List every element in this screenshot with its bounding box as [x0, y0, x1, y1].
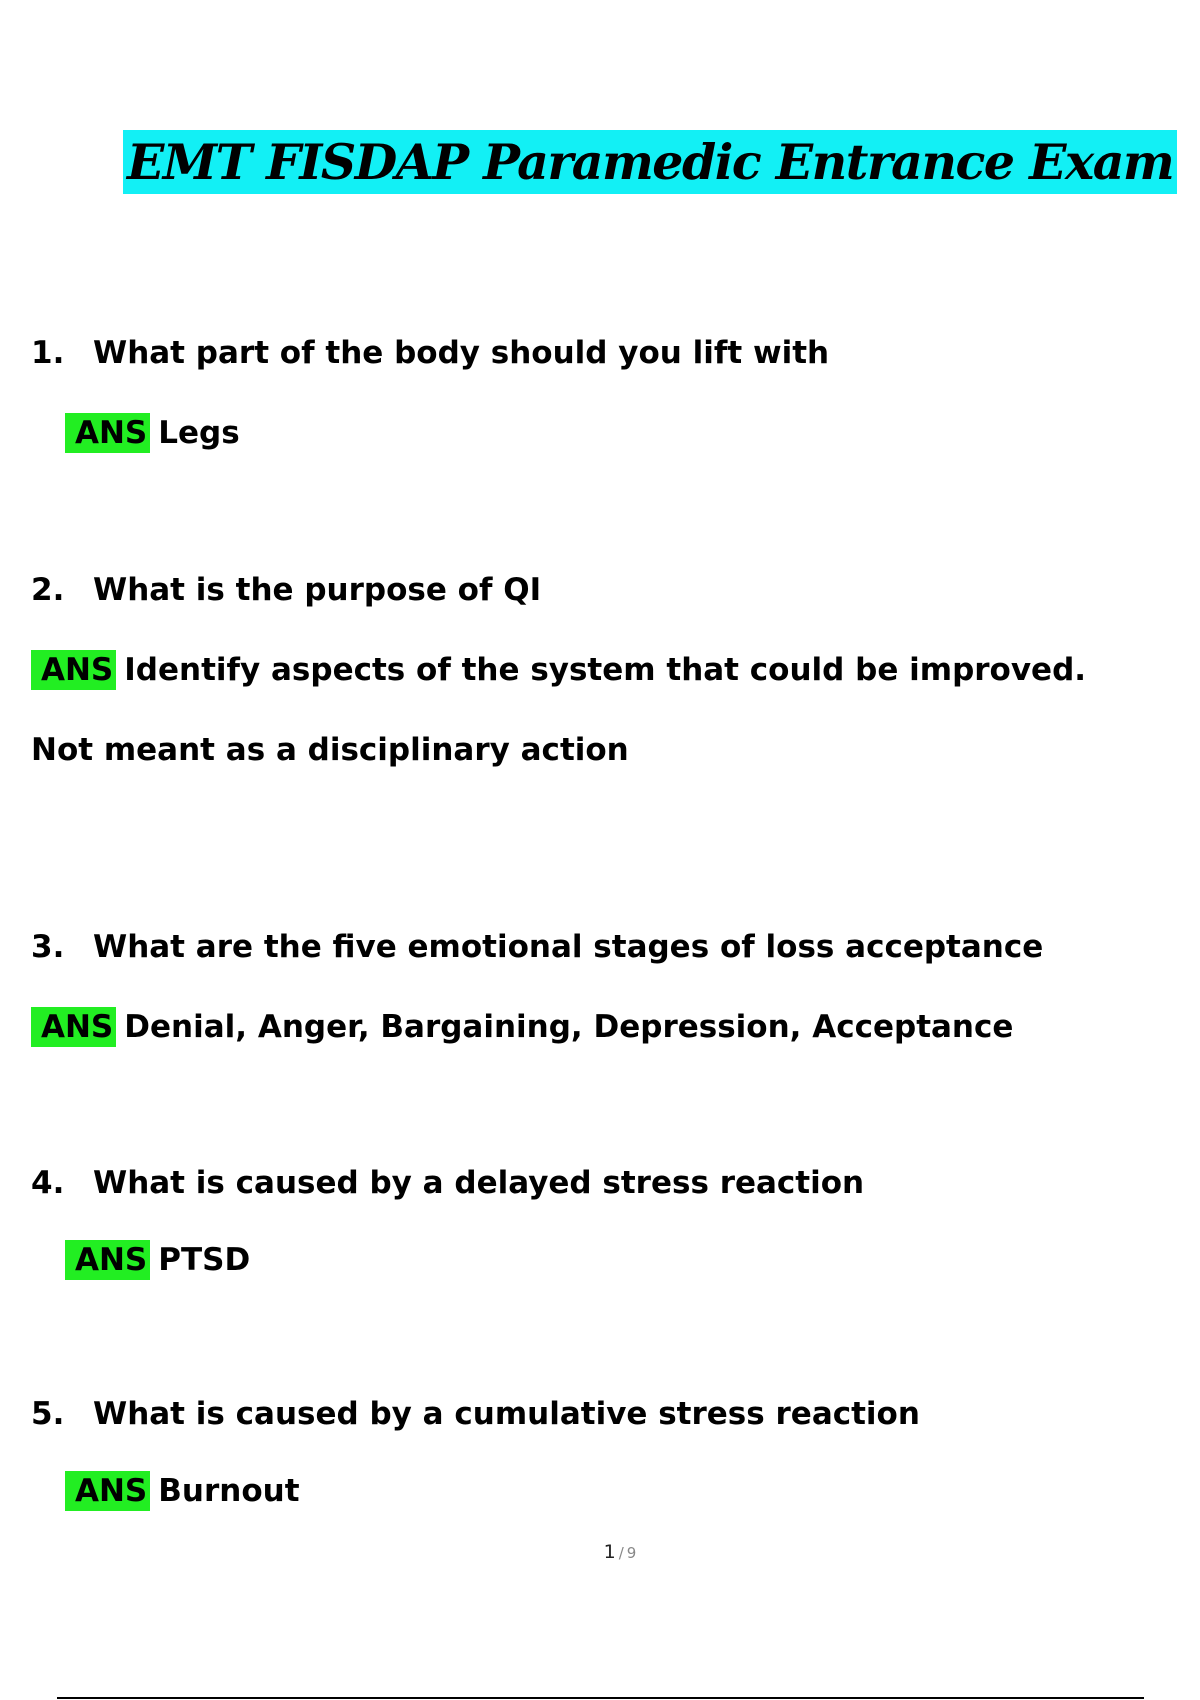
ans-label: ANS — [65, 1240, 150, 1280]
ans-label: ANS — [31, 650, 116, 690]
question-3 — [31, 927, 1043, 967]
question-number: 4. — [31, 1165, 65, 1201]
answer-1 — [65, 413, 240, 453]
question-5 — [31, 1394, 920, 1434]
question-1 — [31, 333, 829, 373]
question-number: 3. — [31, 929, 65, 965]
answer-text: Legs — [158, 415, 240, 451]
question-text: What is caused by a delayed stress reaction — [93, 1165, 865, 1201]
answer-text: Not meant as a disciplinary action — [31, 732, 629, 768]
answer-2-continued — [31, 730, 629, 770]
answer-4 — [65, 1240, 250, 1280]
ans-label: ANS — [31, 1007, 116, 1047]
answer-text: PTSD — [158, 1242, 251, 1278]
question-number: 5. — [31, 1396, 65, 1432]
page-separator: / — [618, 1544, 624, 1562]
question-text: What are the five emotional stages of loss acceptance — [93, 929, 1044, 965]
answer-text: Identify aspects of the system that could be improved. — [124, 652, 1087, 688]
bottom-rule — [57, 1697, 1144, 1699]
total-pages: 9 — [626, 1544, 637, 1562]
page-indicator — [0, 1541, 1200, 1563]
question-4 — [31, 1163, 864, 1203]
current-page: 1 — [603, 1541, 616, 1563]
ans-label: ANS — [65, 1471, 150, 1511]
question-2 — [31, 570, 541, 610]
document-title: EMT FISDAP Paramedic Entrance Exam — [123, 130, 1177, 194]
question-number: 2. — [31, 572, 65, 608]
answer-3 — [31, 1007, 1013, 1047]
question-number: 1. — [31, 335, 65, 371]
question-text: What is caused by a cumulative stress reaction — [93, 1396, 920, 1432]
answer-text: Burnout — [158, 1473, 300, 1509]
question-text: What part of the body should you lift with — [93, 335, 830, 371]
answer-5 — [65, 1471, 300, 1511]
ans-label: ANS — [65, 413, 150, 453]
question-text: What is the purpose of QI — [93, 572, 542, 608]
answer-2 — [31, 650, 1086, 690]
answer-text: Denial, Anger, Bargaining, Depression, Acceptance — [124, 1009, 1014, 1045]
